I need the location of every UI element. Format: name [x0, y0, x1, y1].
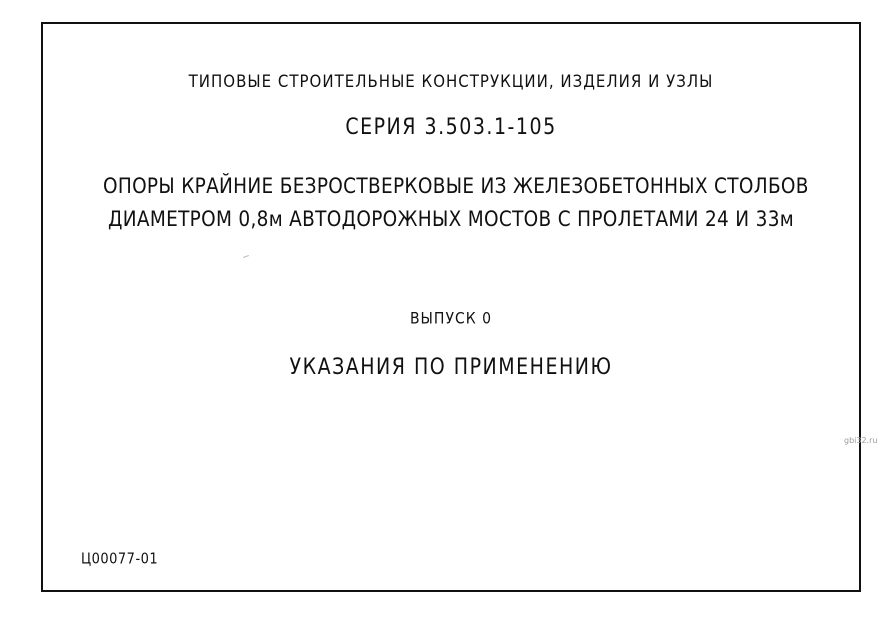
issue-number: ВЫПУСК 0 [409, 309, 493, 329]
document-subtitle: УКАЗАНИЯ ПО ПРИМЕНЕНИЮ [289, 354, 613, 380]
document-frame [41, 22, 861, 592]
document-title-line-1: ОПОРЫ КРАЙНИЕ БЕЗРОСТВЕРКОВЫЕ ИЗ ЖЕЛЕЗОБЕТОННЫХ СТОЛБОВ [103, 174, 809, 199]
series-number: СЕРИЯ 3.503.1-105 [345, 114, 557, 140]
document-title-line-2: ДИАМЕТРОМ 0,8м АВТОДОРОЖНЫХ МОСТОВ С ПРОЛЕТАМИ 24 И 33м [107, 207, 795, 232]
document-header: ТИПОВЫЕ СТРОИТЕЛЬНЫЕ КОНСТРУКЦИИ, ИЗДЕЛИЯ И УЗЛЫ [188, 70, 714, 92]
document-code: Ц00077-01 [81, 550, 159, 569]
watermark: gbi32.ru [844, 436, 877, 445]
